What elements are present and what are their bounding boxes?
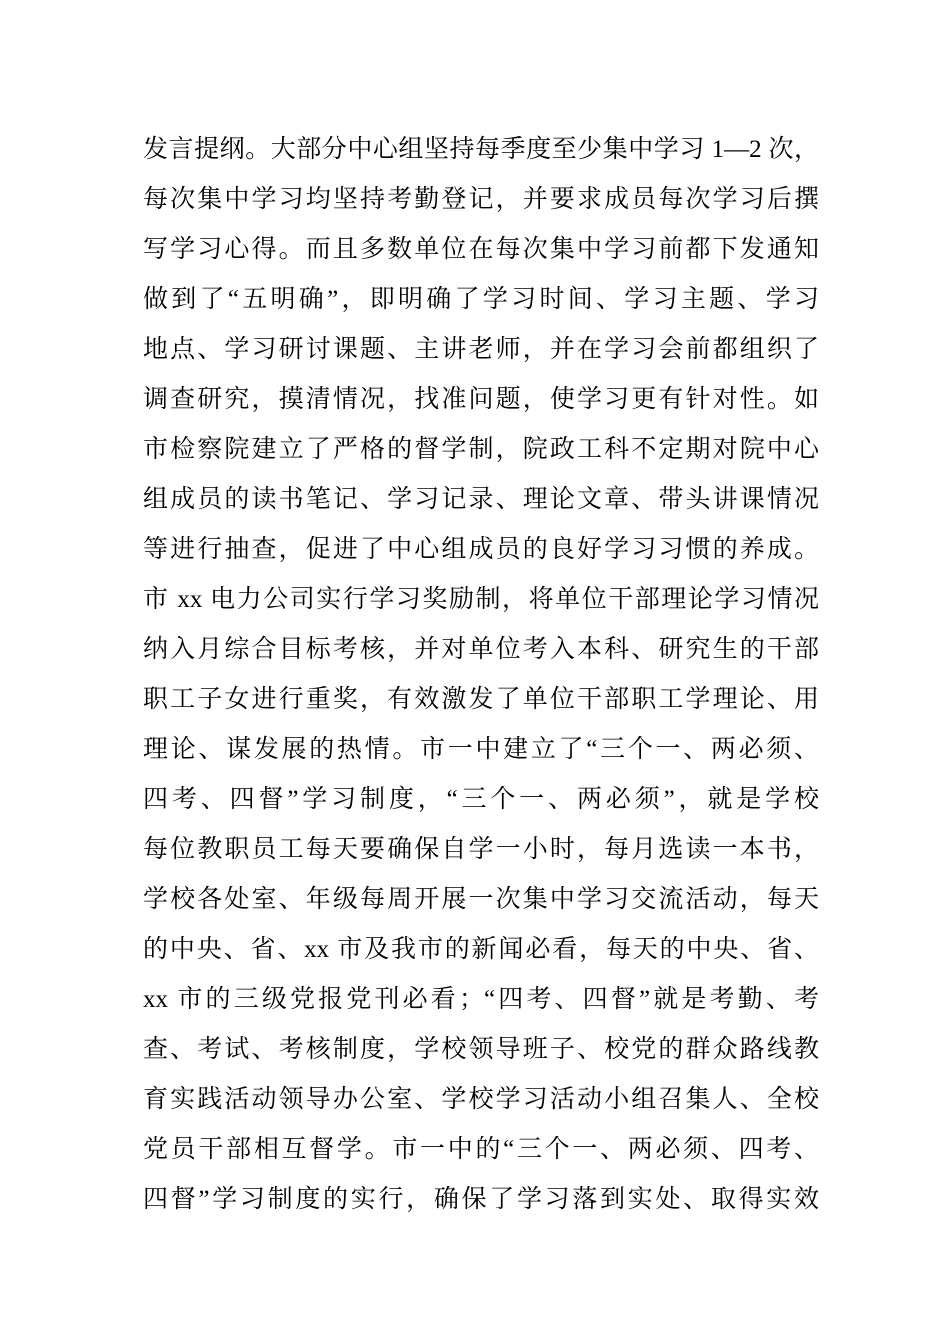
- text-line: 理论、谋发展的热情。市一中建立了“三个一、两必须、: [143, 736, 819, 763]
- text-line: 职工子女进行重奖，有效激发了单位干部职工学理论、用: [143, 686, 819, 713]
- text-line: 组成员的读书笔记、学习记录、理论文章、带头讲课情况: [143, 486, 819, 513]
- text-line: xx 市的三级党报党刊必看；“四考、四督”就是考勤、考: [143, 986, 819, 1013]
- text-line: 的中央、省、xx 市及我市的新闻必看，每天的中央、省、: [143, 936, 819, 963]
- text-line: 四督”学习制度的实行，确保了学习落到实处、取得实效: [143, 1186, 819, 1213]
- text-line: 育实践活动领导办公室、学校学习活动小组召集人、全校: [143, 1086, 819, 1113]
- text-line: 每次集中学习均坚持考勤登记，并要求成员每次学习后撰: [143, 186, 819, 213]
- text-line: 写学习心得。而且多数单位在每次集中学习前都下发通知: [143, 236, 819, 263]
- text-line: 调查研究，摸清情况，找准问题，使学习更有针对性。如: [143, 386, 819, 413]
- text-line: 地点、学习研讨课题、主讲老师，并在学习会前都组织了: [143, 336, 819, 363]
- text-line: 四考、四督”学习制度，“三个一、两必须”，就是学校: [143, 786, 819, 813]
- text-line: 党员干部相互督学。市一中的“三个一、两必须、四考、: [143, 1136, 819, 1163]
- text-line: 纳入月综合目标考核，并对单位考入本科、研究生的干部: [143, 636, 819, 663]
- text-line: 等进行抽查，促进了中心组成员的良好学习习惯的养成。: [143, 536, 819, 563]
- text-line: 学校各处室、年级每周开展一次集中学习交流活动，每天: [143, 886, 819, 913]
- document-body-text: [143, 125, 819, 1225]
- text-line: 每位教职员工每天要确保自学一小时，每月选读一本书，: [143, 836, 819, 863]
- text-line: 发言提纲。大部分中心组坚持每季度至少集中学习 1—2 次，: [143, 136, 819, 163]
- text-line: 查、考试、考核制度，学校领导班子、校党的群众路线教: [143, 1036, 819, 1063]
- text-line: 做到了“五明确”，即明确了学习时间、学习主题、学习: [143, 286, 819, 313]
- text-line: 市检察院建立了严格的督学制，院政工科不定期对院中心: [143, 436, 819, 463]
- text-line: 市 xx 电力公司实行学习奖励制，将单位干部理论学习情况: [143, 586, 819, 613]
